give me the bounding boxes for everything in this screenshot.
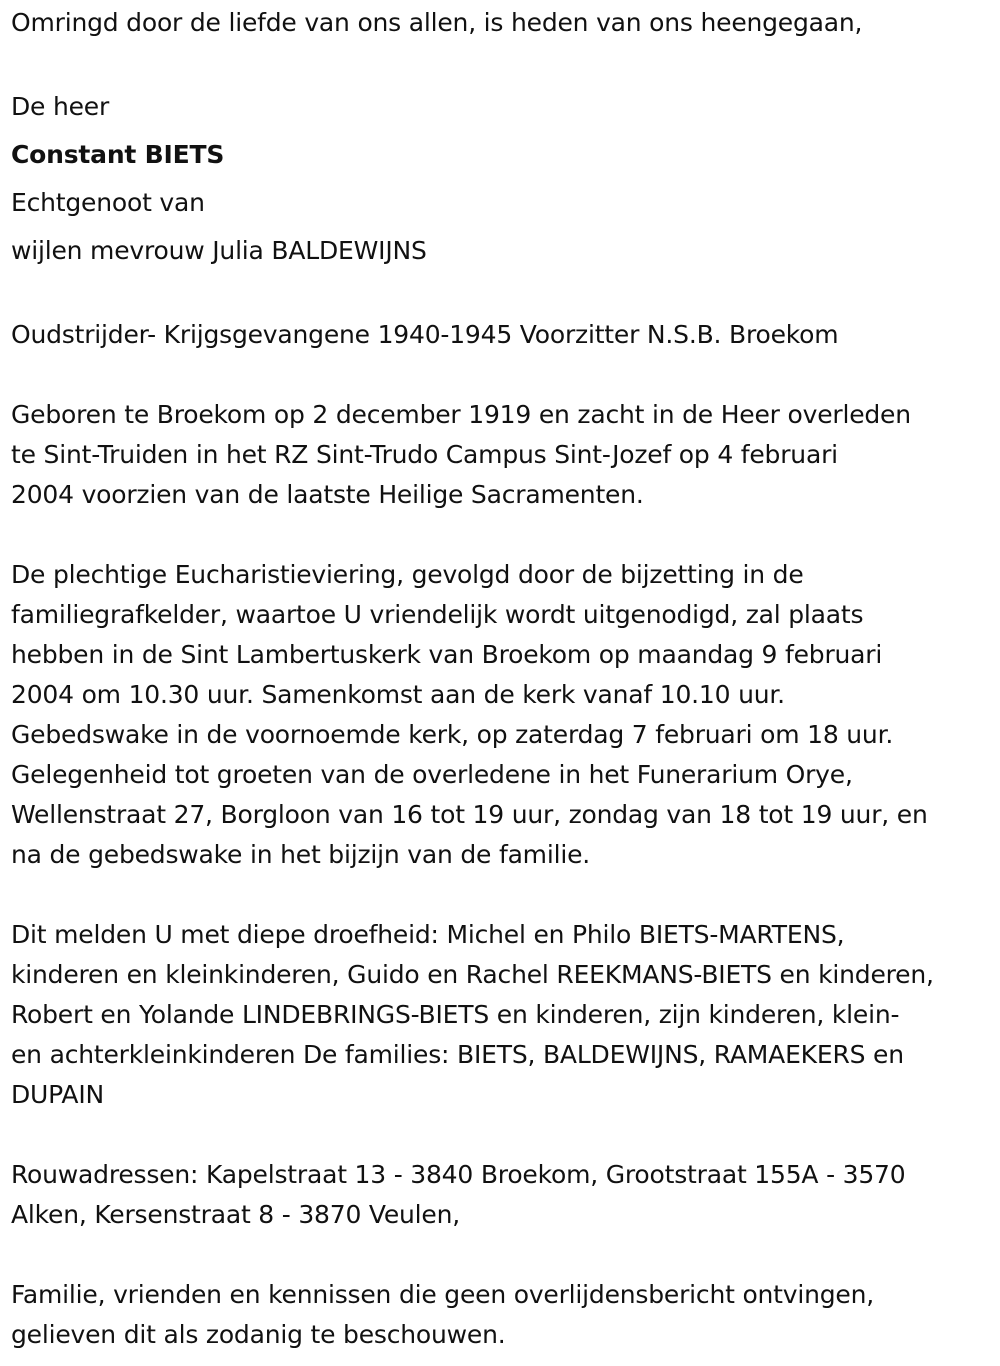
paragraph-line: Dit melden U met diepe droefheid: Michel en Philo BIETS-MARTENS, bbox=[11, 920, 845, 949]
paragraph-line: 2004 voorzien van de laatste Heilige Sacramenten. bbox=[11, 480, 644, 509]
paragraph-line: Geboren te Broekom op 2 december 1919 en zacht in de Heer overleden bbox=[11, 400, 911, 429]
paragraph-line: Gebedswake in de voornoemde kerk, op zaterdag 7 februari om 18 uur. bbox=[11, 720, 894, 749]
paragraph-line: na de gebedswake in het bijzijn van de familie. bbox=[11, 840, 591, 869]
paragraph-line: DUPAIN bbox=[11, 1080, 105, 1109]
paragraph-line: 2004 om 10.30 uur. Samenkomst aan de kerk vanaf 10.10 uur. bbox=[11, 680, 785, 709]
deceased-name: Constant BIETS bbox=[11, 140, 225, 169]
paragraph-line: Robert en Yolande LINDEBRINGS-BIETS en kinderen, zijn kinderen, klein- bbox=[11, 1000, 900, 1029]
obituary-document bbox=[11, 3, 996, 1355]
paragraph-line: familiegrafkelder, waartoe U vriendelijk wordt uitgenodigd, zal plaats bbox=[11, 600, 864, 629]
paragraph-line: De plechtige Eucharistieviering, gevolgd door de bijzetting in de bbox=[11, 560, 804, 589]
paragraph-line: en achterkleinkinderen De families: BIETS, BALDEWIJNS, RAMAEKERS en bbox=[11, 1040, 904, 1069]
intro-text: Omringd door de liefde van ons allen, is heden van ons heengegaan, bbox=[11, 8, 863, 37]
closing-paragraph bbox=[11, 1275, 996, 1355]
spouse-name: wijlen mevrouw Julia BALDEWIJNS bbox=[11, 236, 427, 265]
paragraph-line: Rouwadressen: Kapelstraat 13 - 3840 Broekom, Grootstraat 155A - 3570 bbox=[11, 1160, 906, 1189]
ceremony-paragraph bbox=[11, 555, 996, 875]
family-paragraph bbox=[11, 915, 996, 1115]
salutation: De heer bbox=[11, 92, 110, 121]
paragraph-line: gelieven dit als zodanig te beschouwen. bbox=[11, 1320, 506, 1349]
paragraph-line: Wellenstraat 27, Borgloon van 16 tot 19 uur, zondag van 18 tot 19 uur, en bbox=[11, 800, 928, 829]
paragraph-line: Alken, Kersenstraat 8 - 3870 Veulen, bbox=[11, 1200, 461, 1229]
paragraph-line: te Sint-Truiden in het RZ Sint-Trudo Campus Sint-Jozef op 4 februari bbox=[11, 440, 838, 469]
paragraph-line: kinderen en kleinkinderen, Guido en Rachel REEKMANS-BIETS en kinderen, bbox=[11, 960, 934, 989]
addresses-paragraph bbox=[11, 1155, 996, 1235]
paragraph-line: Familie, vrienden en kennissen die geen overlijdensbericht ontvingen, bbox=[11, 1280, 875, 1309]
deceased-title: Oudstrijder- Krijgsgevangene 1940-1945 Voorzitter N.S.B. Broekom bbox=[11, 320, 839, 349]
deceased-block bbox=[11, 83, 996, 275]
paragraph-line: Gelegenheid tot groeten van de overledene in het Funerarium Orye, bbox=[11, 760, 853, 789]
spouse-label: Echtgenoot van bbox=[11, 188, 205, 217]
birth-death-paragraph bbox=[11, 395, 996, 515]
paragraph-line: hebben in de Sint Lambertuskerk van Broekom op maandag 9 februari bbox=[11, 640, 883, 669]
